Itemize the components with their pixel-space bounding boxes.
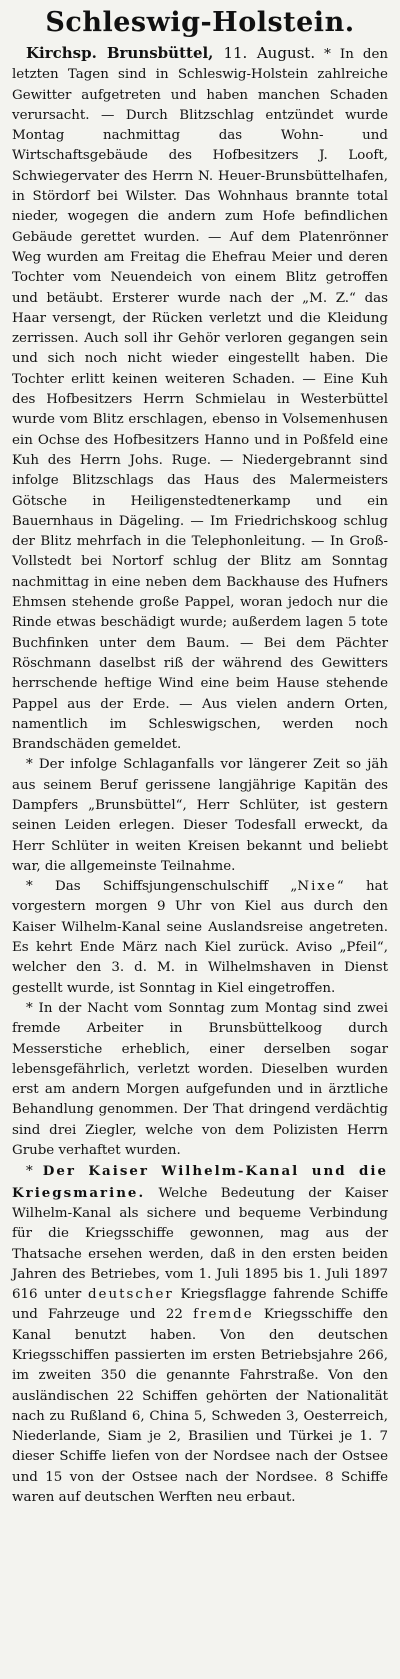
emphasis-foreign: fremde [193, 1307, 254, 1323]
newspaper-column [8, 0, 392, 1508]
dateline [26, 44, 315, 62]
article-canal-text-b: Welche Bedeutung der Kaiser Wilhelm-Kanal als sichere und bequeme Verbindung für die Kriegsschiffe gewonnen, mag aus der Thatsache ersehen werden, daß in den ersten beiden Jahren des Betriebes, vom 1. Juli 1895 bis 1. Juli 1897 616 unter [12, 1185, 388, 1303]
article-canal-text-a: * [26, 1164, 43, 1180]
article-training-ship [12, 877, 388, 999]
article-canal-text-c: Kriegsflagge fahrende Schiffe und Fahrzeuge und 22 [12, 1287, 388, 1323]
article-training-ship-text-b: “ hat vorgestern morgen 9 Uhr von Kiel aus durch den Kaiser Wilhelm-Kanal seine Auslandsreise angetreten. Es kehrt Ende März nach Kiel zurück. Aviso „Pfeil“, welcher den 3. d. M. in Wilhelmshaven in Dienst gestellt wurde, ist Sonntag in Kiel eingetroffen. [12, 879, 388, 996]
section-headline: Schleswig-Holstein. [45, 7, 355, 38]
article-weather [12, 43, 388, 755]
article-canal-heading: Der Kaiser Wilhelm-Kanal und die Kriegsmarine. [12, 1163, 389, 1201]
dateline-place: Kirchsp. Brunsbüttel, [26, 44, 214, 62]
article-captain: * Der infolge Schlaganfalls vor längerer Zeit so jäh aus seinem Beruf gerissene langjährige Kapitän des Dampfers „Brunsbüttel“, Herr Schlüter, ist gestern seinen Leiden erlegen. Dieser Todesfall erweckt, da Herr Schlüter in weiten Kreisen bekannt und beliebt war, die allgemeinste Teilnahme. [12, 757, 388, 874]
ship-name: Nixe [297, 879, 337, 895]
article-canal [12, 1161, 388, 1508]
article-weather-text: * In den letzten Tagen sind in Schleswig-Holstein zahlreiche Gewitter aufgetreten und haben manchen Schaden verursacht. — Durch Blitzschlag entzündet wurde Montag nachmittag das Wohn- und Wirtschaftsgebäude des Hofbesitzers J. Looft, Schwiegervater des Herrn N. Heuer-Brunsbüttelhafen, in Stördorf bei Wilster. Das Wohnhaus brannte total nieder, wogegen die andern zum Hofe befindlichen Gebäude gerettet wurden. — Auf dem Platenrönner Weg wurden am Freitag die Ehefrau Meier und deren Tochter vom Neuendeich von einem Blitz getroffen und betäubt. Ersterer wurde nach der „M. Z.“ das Haar versengt, der Rücken verletzt und die Kleidung zerrissen. Auch soll ihr Gehör verloren gegangen sein und sich noch nicht wieder eingestellt haben. Die Tochter erlitt keinen weiteren Schaden. — Eine Kuh des Hofbesitzers Herrn Schmielau in Westerbüttel wurde vom Blitz erschlagen, ebenso in Volsemenhusen ein Ochse des Hofbesitzers Hanno und in Poßfeld eine Kuh des Herrn Johs. Ruge. — Niedergebrannt sind infolge Blitzschlags das Haus des Malermeisters Götsche in Heiligenstedtenerkamp und ein Bauernhaus in Dägeling. — Im Friedrichskoog schlug der Blitz mehrfach in die Telephonleitung. — In Groß-Vollstedt bei Nortorf schlug der Blitz am Sonntag nachmittag in eine neben dem Backhause des Hufners Ehmsen stehende große Pappel, woran jedoch nur die Rinde etwas beschädigt wurde; außerdem lagen 5 tote Buchfinken unter dem Baum. — Bei dem Pächter Röschmann daselbst riß der während des Gewitters herrschende heftige Wind eine beim Hause stehende Pappel aus der Erde. — Aus vielen andern Orten, namentlich im Schleswigschen, werden noch Brandschäden gemeldet. [12, 47, 389, 753]
article-stabbing: * In der Nacht vom Sonntag zum Montag sind zwei fremde Arbeiter in Brunsbüttelkoog durch Messerstiche erheblich, einer derselben sogar lebensgefährlich, verletzt worden. Dieselben wurden erst am andern Morgen aufgefunden und in ärztliche Behandlung genommen. Der That dringend verdächtig sind drei Ziegler, welche von dem Polizisten Herrn Grube verhaftet wurden. [12, 1000, 388, 1159]
dateline-date: 11. August. [223, 44, 316, 62]
article-canal-text-d: Kriegsschiffe den Kanal benutzt haben. Von den deutschen Kriegsschiffen passierten im ersten Betriebsjahre 266, im zweiten 350 die genannte Fahrstraße. Von den ausländischen 22 Schiffen gehörten der Nationalität nach zu Rußland 6, China 5, Schweden 3, Oesterreich, Niederlande, Siam je 2, Brasilien und Türkei je 1. 7 dieser Schiffe liefen von der Nordsee nach der Ostsee und 15 von der Ostsee nach der Nordsee. 8 Schiffe waren auf deutschen Werften neu erbaut. [12, 1307, 388, 1506]
article-training-ship-text-a: * Das Schiffsjungenschulschiff „ [26, 879, 298, 895]
emphasis-german: deutscher [87, 1287, 174, 1303]
